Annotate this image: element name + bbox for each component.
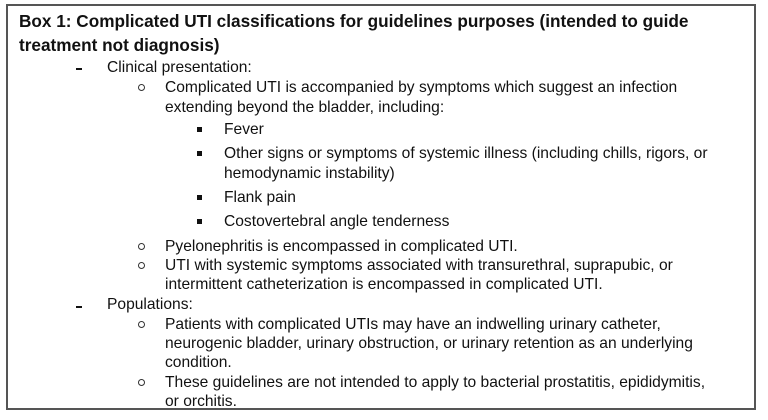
circle-bullet-icon — [138, 262, 145, 269]
list-item-line: or orchitis. — [165, 393, 237, 410]
list-item-line: Complicated UTI is accompanied by symptoms which suggest an infection — [165, 79, 678, 96]
sub-list-item-line: Other signs or symptoms of systemic illness (including chills, rigors, or — [224, 145, 708, 162]
square-bullet-icon — [197, 127, 202, 132]
circle-bullet-icon — [138, 379, 145, 386]
sub-list-item-fever: Fever — [224, 121, 264, 138]
list-item-line: These guidelines are not intended to apply to bacterial prostatitis, epididymitis, — [165, 374, 706, 391]
circle-bullet-icon — [138, 321, 145, 328]
list-item-line: condition. — [165, 354, 232, 371]
circle-bullet-icon — [138, 84, 145, 91]
list-item-line: Pyelonephritis is encompassed in complicated UTI. — [165, 238, 518, 255]
circle-bullet-icon — [138, 243, 145, 250]
square-bullet-icon — [197, 219, 202, 224]
section-heading-populations: Populations: — [107, 296, 193, 313]
list-item-line: UTI with systemic symptoms associated with transurethral, suprapubic, or — [165, 257, 673, 274]
sub-list-item-flank-pain: Flank pain — [224, 189, 296, 206]
dash-bullet-icon — [76, 68, 82, 70]
box-title-line-1: Box 1: Complicated UTI classifications for guidelines purposes (intended to guide — [19, 11, 689, 31]
section-heading-clinical-presentation: Clinical presentation: — [107, 59, 252, 76]
box-title-line-2: treatment not diagnosis) — [19, 35, 220, 55]
list-item-line: extending beyond the bladder, including: — [165, 99, 445, 116]
sub-list-item-costovertebral: Costovertebral angle tenderness — [224, 213, 450, 230]
square-bullet-icon — [197, 195, 202, 200]
square-bullet-icon — [197, 151, 202, 156]
list-item-line: Patients with complicated UTIs may have an indwelling urinary catheter, — [165, 316, 661, 333]
list-item-line: intermittent catheterization is encompassed in complicated UTI. — [165, 276, 603, 293]
dash-bullet-icon — [76, 306, 82, 308]
sub-list-item-line: hemodynamic instability) — [224, 165, 395, 182]
list-item-line: neurogenic bladder, urinary obstruction, or urinary retention as an underlying — [165, 335, 693, 352]
